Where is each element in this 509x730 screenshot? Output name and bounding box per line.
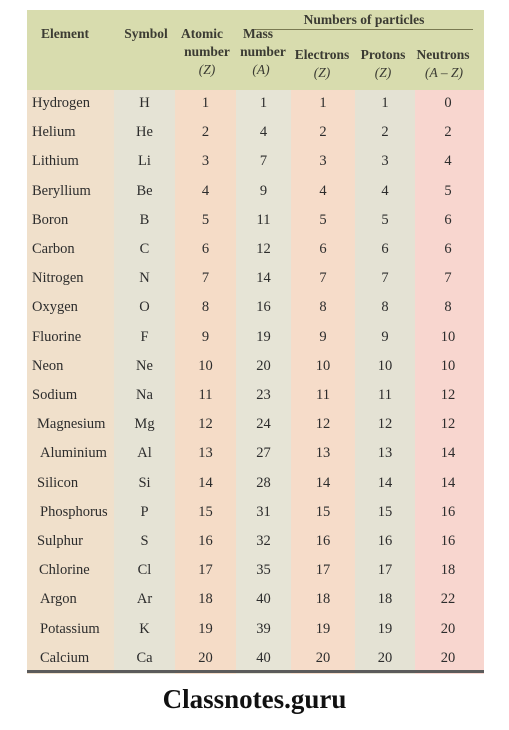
cell-symbol: B <box>139 212 150 228</box>
cell-atomic-number: 3 <box>201 153 210 169</box>
header-atomic-3: (Z) <box>198 62 216 77</box>
cell-element: Silicon <box>37 475 79 491</box>
cell-mass-number: 35 <box>256 562 271 578</box>
cell-mass-number: 16 <box>256 299 271 315</box>
cell-atomic-number: 2 <box>201 124 210 140</box>
cell-atomic-number: 17 <box>198 562 213 578</box>
cell-atomic-number: 15 <box>198 504 213 520</box>
cell-symbol: He <box>136 124 153 140</box>
elements-table <box>27 10 484 674</box>
cell-atomic-number: 14 <box>198 475 213 491</box>
cell-element: Fluorine <box>32 329 82 345</box>
cell-symbol: Si <box>138 475 151 491</box>
cell-protons: 16 <box>377 533 393 549</box>
cell-electrons: 5 <box>319 212 327 228</box>
cell-symbol: Li <box>138 153 151 169</box>
cell-symbol: Ne <box>136 358 153 374</box>
cell-mass-number: 27 <box>256 445 271 461</box>
cell-neutrons: 2 <box>444 124 452 140</box>
cell-element: Magnesium <box>37 416 106 432</box>
cell-electrons: 15 <box>315 504 331 520</box>
cell-element: Sulphur <box>37 533 83 549</box>
header-atomic-1: Atomic <box>181 26 223 41</box>
cell-electrons: 2 <box>319 124 327 140</box>
cell-protons: 14 <box>377 475 393 491</box>
cell-symbol: Mg <box>134 416 155 432</box>
cell-protons: 17 <box>377 562 393 578</box>
header-protons-1: Protons <box>360 47 406 62</box>
cell-element: Neon <box>32 358 64 374</box>
cell-atomic-number: 4 <box>201 183 210 199</box>
cell-atomic-number: 5 <box>201 212 210 228</box>
cell-atomic-number: 10 <box>198 358 213 374</box>
cell-atomic-number: 16 <box>198 533 213 549</box>
site-brand: Classnotes.guru <box>162 684 347 714</box>
cell-atomic-number: 18 <box>198 591 213 607</box>
cell-protons: 3 <box>381 153 389 169</box>
cell-mass-number: 40 <box>256 650 271 666</box>
cell-symbol: F <box>140 329 149 345</box>
cell-protons: 7 <box>381 270 389 286</box>
cell-neutrons: 14 <box>440 445 456 461</box>
cell-protons: 12 <box>377 416 393 432</box>
cell-atomic-number: 13 <box>198 445 213 461</box>
cell-element: Carbon <box>32 241 75 257</box>
cell-atomic-number: 6 <box>201 241 210 257</box>
cell-neutrons: 10 <box>440 358 456 374</box>
header-electrons-1: Electrons <box>294 47 350 62</box>
cell-symbol: Cl <box>137 562 152 578</box>
cell-mass-number: 28 <box>256 475 271 491</box>
cell-atomic-number: 12 <box>198 416 213 432</box>
cell-symbol: O <box>139 299 150 315</box>
cell-electrons: 11 <box>316 387 330 403</box>
cell-neutrons: 20 <box>440 621 456 637</box>
cell-mass-number: 7 <box>259 153 268 169</box>
cell-electrons: 16 <box>315 533 331 549</box>
cell-protons: 18 <box>377 591 393 607</box>
cell-symbol: Ar <box>136 591 153 607</box>
cell-mass-number: 4 <box>259 124 268 140</box>
cell-element: Sodium <box>32 387 78 403</box>
cell-atomic-number: 11 <box>198 387 213 403</box>
header-electrons-2: (Z) <box>313 65 331 80</box>
cell-electrons: 18 <box>315 591 331 607</box>
cell-symbol: P <box>140 504 149 520</box>
header-divider <box>255 29 473 30</box>
cell-electrons: 1 <box>319 95 327 111</box>
cell-element: Aluminium <box>40 445 107 461</box>
cell-element: Boron <box>32 212 69 228</box>
cell-symbol: K <box>139 621 150 637</box>
cell-protons: 9 <box>381 329 389 345</box>
cell-protons: 15 <box>377 504 393 520</box>
cell-symbol: C <box>139 241 150 257</box>
cell-atomic-number: 7 <box>201 270 210 286</box>
cell-symbol: H <box>139 95 150 111</box>
cell-element: Hydrogen <box>32 95 90 111</box>
header-mass-3: (A) <box>252 62 270 77</box>
cell-electrons: 14 <box>315 475 331 491</box>
cell-mass-number: 24 <box>256 416 271 432</box>
cell-mass-number: 11 <box>256 212 271 228</box>
cell-element: Lithium <box>32 153 79 169</box>
bottom-rule <box>27 670 484 673</box>
cell-mass-number: 19 <box>256 329 271 345</box>
cell-atomic-number: 1 <box>201 95 210 111</box>
cell-neutrons: 22 <box>440 591 456 607</box>
cell-neutrons: 0 <box>444 95 452 111</box>
cell-protons: 10 <box>377 358 393 374</box>
cell-symbol: Ca <box>136 650 153 666</box>
cell-neutrons: 10 <box>440 329 456 345</box>
cell-mass-number: 23 <box>256 387 271 403</box>
cell-protons: 13 <box>377 445 393 461</box>
cell-neutrons: 18 <box>440 562 456 578</box>
cell-element: Argon <box>40 591 77 607</box>
cell-neutrons: 4 <box>444 153 452 169</box>
cell-mass-number: 9 <box>259 183 268 199</box>
header-particles: Numbers of particles <box>303 12 425 27</box>
cell-protons: 11 <box>378 387 392 403</box>
cell-electrons: 6 <box>319 241 327 257</box>
header-atomic-2: number <box>184 44 230 59</box>
cell-symbol: Be <box>136 183 153 199</box>
cell-neutrons: 7 <box>444 270 452 286</box>
cell-mass-number: 20 <box>256 358 271 374</box>
cell-element: Phosphorus <box>40 504 108 520</box>
cell-neutrons: 6 <box>444 241 452 257</box>
cell-atomic-number: 8 <box>201 299 210 315</box>
cell-electrons: 7 <box>319 270 327 286</box>
cell-neutrons: 12 <box>440 387 456 403</box>
cell-electrons: 4 <box>319 183 327 199</box>
cell-protons: 1 <box>381 95 389 111</box>
cell-electrons: 9 <box>319 329 327 345</box>
cell-neutrons: 16 <box>440 533 456 549</box>
cell-element: Potassium <box>40 621 100 637</box>
cell-electrons: 8 <box>319 299 327 315</box>
cell-mass-number: 39 <box>256 621 271 637</box>
cell-mass-number: 40 <box>256 591 271 607</box>
cell-element: Calcium <box>40 650 90 666</box>
cell-atomic-number: 19 <box>198 621 213 637</box>
header-neutrons-1: Neutrons <box>416 47 470 62</box>
cell-element: Helium <box>32 124 76 140</box>
header-neutrons-2: (A – Z) <box>424 65 463 80</box>
cell-atomic-number: 9 <box>201 329 210 345</box>
cell-protons: 4 <box>381 183 389 199</box>
cell-symbol: N <box>139 270 150 286</box>
cell-neutrons: 20 <box>440 650 456 666</box>
cell-symbol: S <box>140 533 149 549</box>
cell-neutrons: 16 <box>440 504 456 520</box>
cell-mass-number: 31 <box>256 504 271 520</box>
cell-protons: 19 <box>377 621 393 637</box>
header-mass-1: Mass <box>243 26 273 41</box>
cell-neutrons: 8 <box>444 299 452 315</box>
cell-protons: 8 <box>381 299 389 315</box>
header-protons-2: (Z) <box>374 65 392 80</box>
cell-neutrons: 14 <box>440 475 456 491</box>
cell-electrons: 17 <box>315 562 331 578</box>
cell-element: Oxygen <box>32 299 78 315</box>
cell-neutrons: 5 <box>444 183 452 199</box>
cell-neutrons: 12 <box>440 416 456 432</box>
header-symbol: Symbol <box>124 26 168 41</box>
cell-mass-number: 1 <box>259 95 268 111</box>
cell-electrons: 12 <box>315 416 331 432</box>
cell-electrons: 20 <box>315 650 331 666</box>
cell-symbol: Al <box>137 445 152 461</box>
cell-mass-number: 14 <box>256 270 271 286</box>
cell-symbol: Na <box>136 387 153 403</box>
cell-protons: 6 <box>381 241 389 257</box>
cell-protons: 5 <box>381 212 389 228</box>
cell-mass-number: 32 <box>256 533 271 549</box>
cell-protons: 20 <box>377 650 393 666</box>
cell-atomic-number: 20 <box>198 650 213 666</box>
cell-protons: 2 <box>381 124 389 140</box>
cell-neutrons: 6 <box>444 212 452 228</box>
cell-mass-number: 12 <box>256 241 271 257</box>
cell-element: Beryllium <box>32 183 91 199</box>
cell-electrons: 10 <box>315 358 331 374</box>
header-element: Element <box>41 26 89 41</box>
cell-electrons: 13 <box>315 445 331 461</box>
cell-electrons: 3 <box>319 153 327 169</box>
header-mass-2: number <box>240 44 286 59</box>
cell-electrons: 19 <box>315 621 331 637</box>
cell-element: Nitrogen <box>32 270 84 286</box>
cell-element: Chlorine <box>39 562 90 578</box>
